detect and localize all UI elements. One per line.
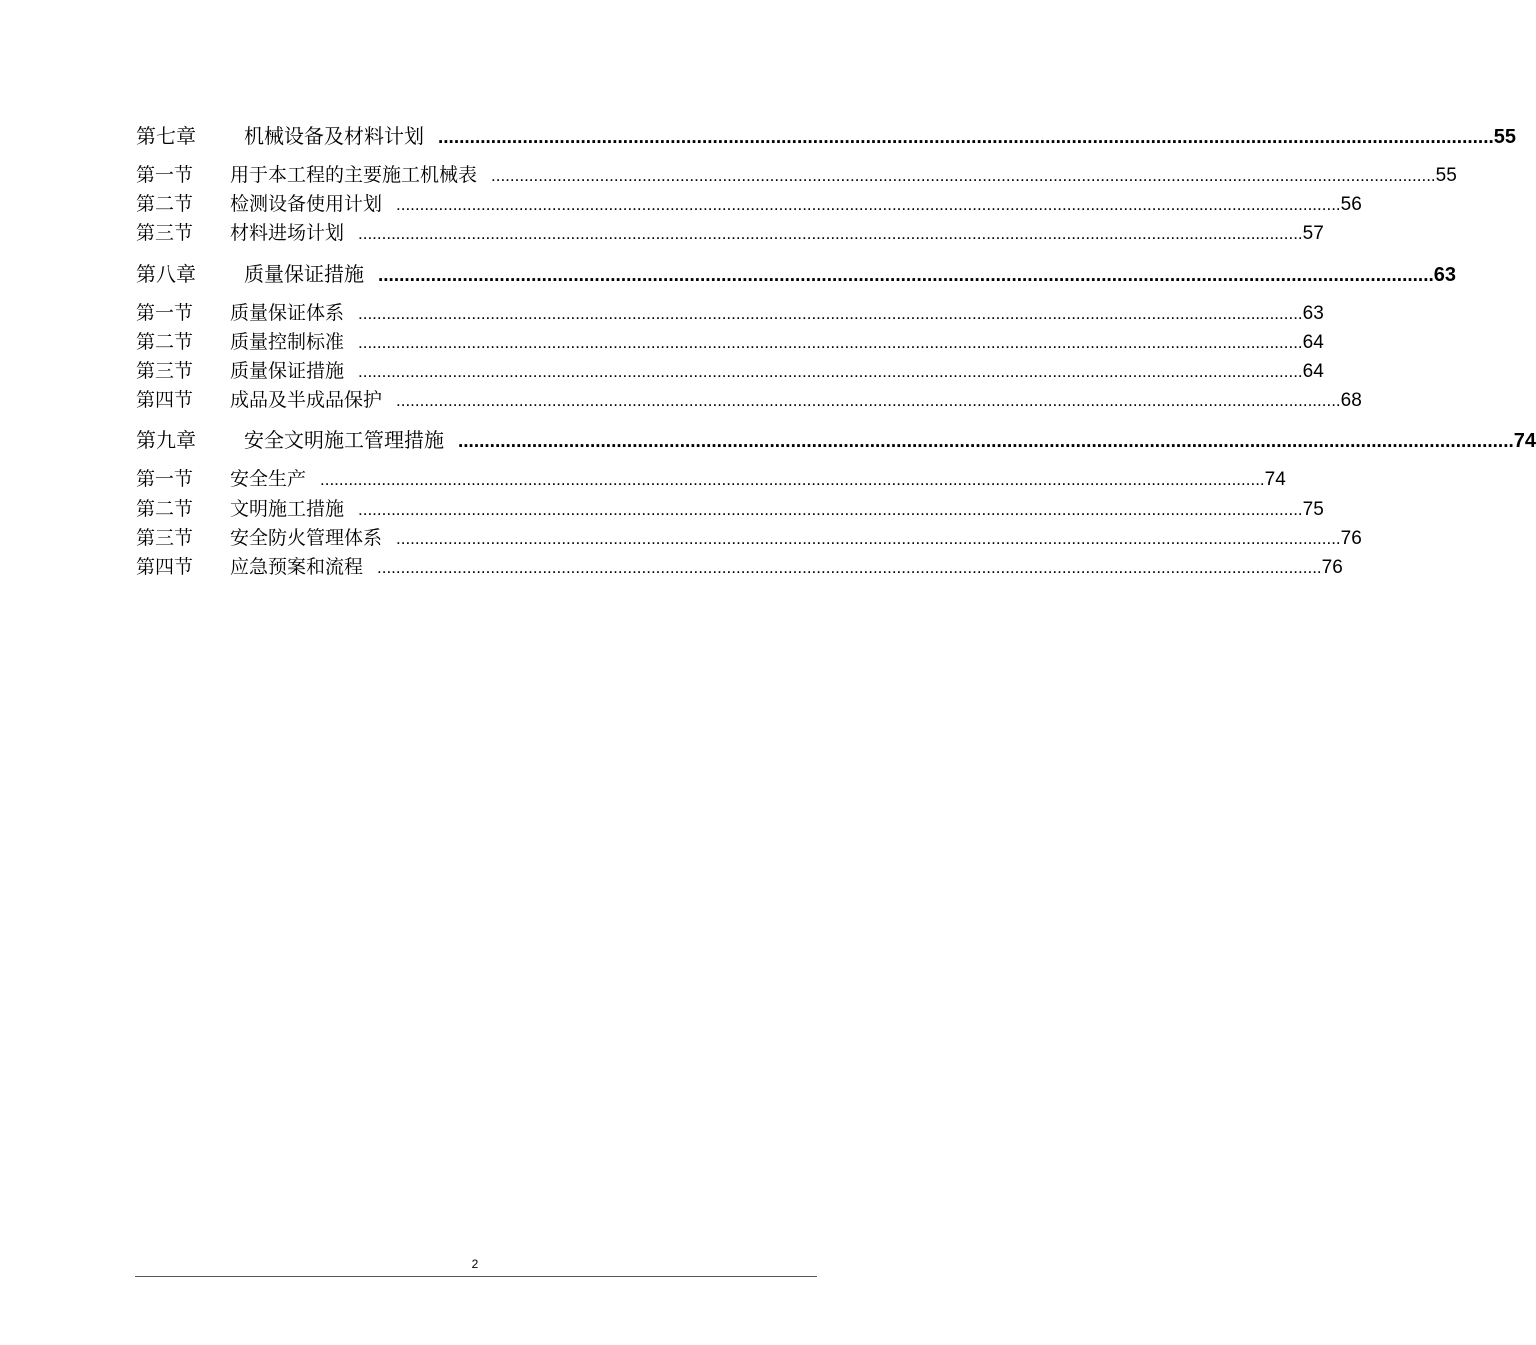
toc-page-number: 63 [1302,303,1324,324]
toc-section-row[interactable] [136,160,1457,186]
toc-section-title: 文明施工措施 [230,498,345,520]
toc-dot-leader: ........................................................................................................................................................................................................ [396,529,1341,548]
toc-page-number: 74 [1264,469,1286,490]
toc-page-number: 56 [1340,194,1362,215]
toc-dot-leader: ........................................................................................................................................................................................................ [458,431,1514,452]
toc-page-number: 75 [1302,499,1324,520]
toc-section-row[interactable] [136,552,1343,578]
toc-section-number: 第三节 [136,360,194,382]
toc-dot-leader: ........................................................................................................................................................................................................ [358,500,1303,519]
toc-section-number: 第三节 [136,222,194,244]
toc-section-row[interactable] [136,218,1324,244]
toc-chapter-row[interactable] [136,424,1536,452]
toc-section-number: 第一节 [136,164,194,186]
toc-section-row[interactable] [136,189,1362,215]
toc-page-number: 55 [1493,126,1517,148]
toc-dot-leader: ........................................................................................................................................................................................................ [358,224,1303,243]
toc-page-number: 76 [1340,528,1362,549]
toc-chapter-row[interactable] [136,120,1517,148]
toc-section-number: 第一节 [136,468,194,490]
toc-page-number: 64 [1302,332,1324,353]
toc-section-number: 第四节 [136,389,194,411]
toc-section-title: 成品及半成品保护 [230,389,383,411]
toc-dot-leader: ........................................................................................................................................................................................................ [396,195,1341,214]
toc-section-row[interactable] [136,385,1362,411]
toc-dot-leader: ........................................................................................................................................................................................................ [396,391,1341,410]
toc-chapter-title: 安全文明施工管理措施 [244,428,444,452]
toc-section-row[interactable] [136,523,1362,549]
toc-section-title: 安全防火管理体系 [230,527,383,549]
toc-page-number: 63 [1433,264,1457,286]
toc-chapter-row[interactable] [136,258,1457,286]
toc-section-row[interactable] [136,464,1286,490]
toc-page-number: 64 [1302,361,1324,382]
toc-section-row[interactable] [136,298,1324,324]
toc-section-number: 第一节 [136,302,194,324]
toc-section-row[interactable] [136,494,1324,520]
toc-dot-leader: ........................................................................................................................................................................................................ [377,558,1322,577]
toc-chapter-number: 第九章 [136,428,196,452]
toc-section-number: 第二节 [136,498,194,520]
toc-dot-leader: ........................................................................................................................................................................................................ [358,304,1303,323]
toc-section-title: 质量控制标准 [230,331,345,353]
toc-section-title: 应急预案和流程 [230,556,364,578]
toc-section-row[interactable] [136,356,1324,382]
toc-section-title: 质量保证措施 [230,360,345,382]
toc-dot-leader: ........................................................................................................................................................................................................ [491,166,1436,185]
page-number: 2 [471,1257,479,1271]
footer-rule [135,1276,817,1277]
toc-dot-leader: ........................................................................................................................................................................................................ [358,362,1303,381]
toc-chapter-number: 第七章 [136,124,196,148]
toc-dot-leader: ........................................................................................................................................................................................................ [378,265,1434,286]
toc-dot-leader: ........................................................................................................................................................................................................ [320,470,1265,489]
toc-section-title: 安全生产 [230,468,307,490]
toc-page-number: 57 [1302,223,1324,244]
toc-section-number: 第三节 [136,527,194,549]
toc-section-title: 用于本工程的主要施工机械表 [230,164,478,186]
toc-chapter-number: 第八章 [136,262,196,286]
toc-section-row[interactable] [136,327,1324,353]
toc-page-number: 55 [1435,165,1457,186]
toc-dot-leader: ........................................................................................................................................................................................................ [438,127,1494,148]
toc-page-number: 74 [1513,430,1536,452]
toc-section-number: 第二节 [136,331,194,353]
toc-page-number: 68 [1340,390,1362,411]
toc-section-number: 第四节 [136,556,194,578]
toc-section-title: 检测设备使用计划 [230,193,383,215]
toc-section-number: 第二节 [136,193,194,215]
toc-chapter-title: 机械设备及材料计划 [244,124,424,148]
toc-section-title: 质量保证体系 [230,302,345,324]
toc-section-title: 材料进场计划 [230,222,345,244]
toc-chapter-title: 质量保证措施 [244,262,364,286]
toc-dot-leader: ........................................................................................................................................................................................................ [358,333,1303,352]
toc-page-number: 76 [1321,557,1343,578]
